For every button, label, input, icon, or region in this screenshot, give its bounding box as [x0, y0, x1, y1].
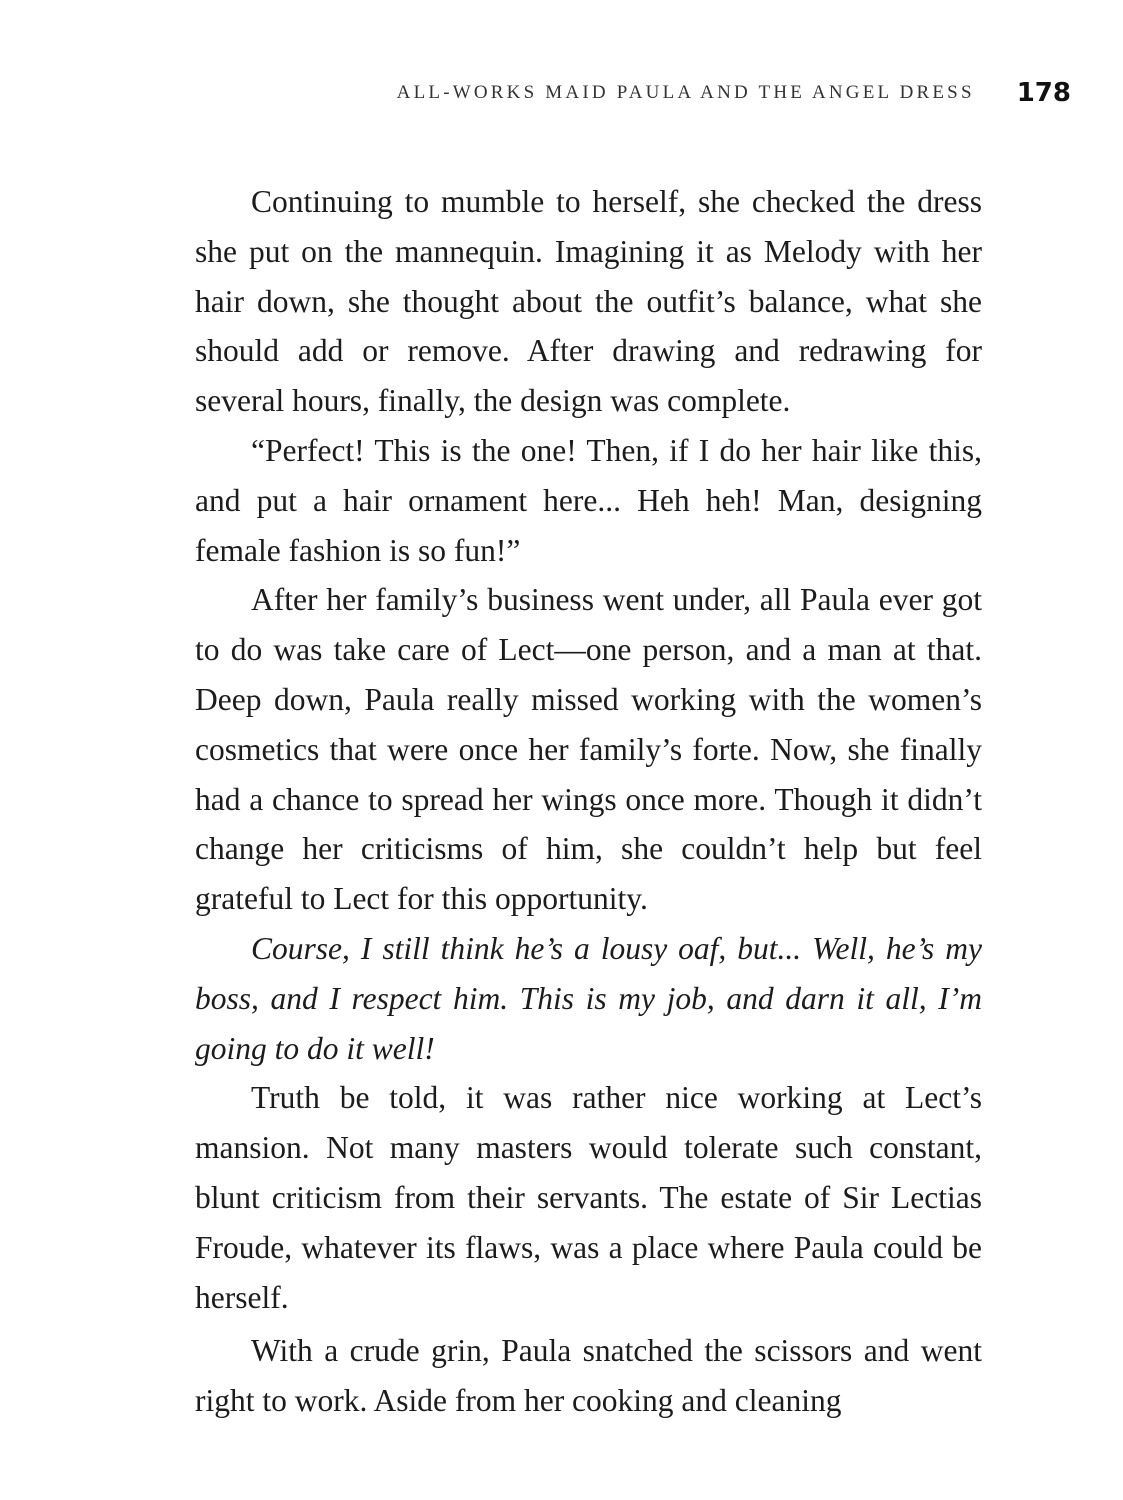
paragraph: Truth be told, it was rather nice working at Lect’s mansion. Not many masters would tolerate such constant, blunt criticism from their servants. The estate of Sir Lectias Froude, whatever its flaws, was a place where Paula could be herself. — [195, 1080, 982, 1315]
running-title: ALL-WORKS MAID PAULA AND THE ANGEL DRESS — [396, 82, 975, 103]
paragraph: “Perfect! This is the one! Then, if I do her hair like this, and put a hair ornament here... Heh heh! Man, designing female fashion is so fun!” — [195, 432, 982, 568]
inner-thought-paragraph: Course, I still think he’s a lousy oaf, but... Well, he’s my boss, and I respect him. This is my job, and darn it all, I’m going to do it well! — [195, 930, 982, 1066]
body-text — [195, 177, 982, 1426]
paragraph: With a crude grin, Paula snatched the scissors and went right to work. Aside from her cooking and cleaning — [195, 1333, 982, 1419]
paragraph: After her family’s business went under, all Paula ever got to do was take care of Lect—one person, and a man at that. Deep down, Paula really missed working with the women’s cosmetics that were once her family’s forte. Now, she finally had a chance to spread her wings once more. Though it didn’t change her criticisms of him, she couldn’t help but feel grateful to Lect for this opportunity. — [195, 582, 982, 917]
running-header — [397, 76, 1071, 110]
paragraph: Continuing to mumble to herself, she checked the dress she put on the mannequin. Imagining it as Melody with her hair down, she thought about the outfit’s balance, what she should add or remove. After drawing and redrawing for several hours, finally, the design was complete. — [195, 184, 982, 419]
page-number: 178 — [1016, 78, 1071, 108]
